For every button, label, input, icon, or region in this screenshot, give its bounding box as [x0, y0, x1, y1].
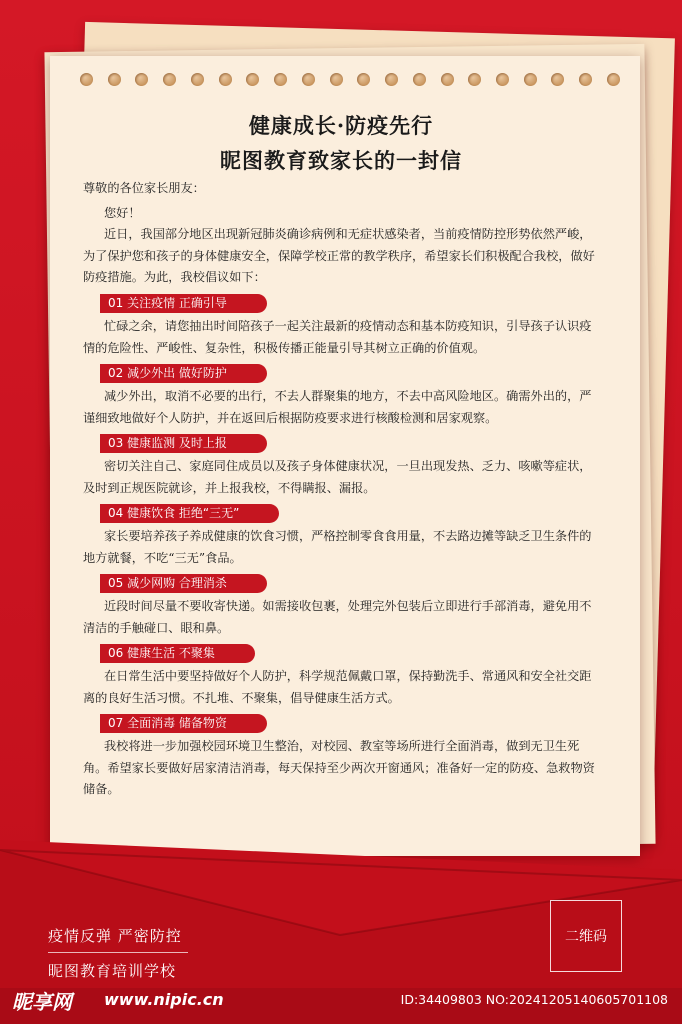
watermark-url[interactable]: www.nipic.cn: [104, 990, 224, 1009]
hole-icon: [246, 73, 259, 86]
hole-icon: [191, 73, 204, 86]
hole-icon: [441, 73, 454, 86]
hole-icon: [108, 73, 121, 86]
letter-subtitle: 昵图教育致家长的一封信: [220, 148, 462, 173]
section-heading: 02 减少外出 做好防护: [100, 364, 267, 383]
hole-icon: [607, 73, 620, 86]
hole-icon: [413, 73, 426, 86]
hole-icon: [468, 73, 481, 86]
section-body: 近段时间尽量不要收寄快递。如需接收包裹，处理完外包装后立即进行手部消毒，避免用不清洁的手触碰口、眼和鼻。: [83, 599, 592, 635]
hole-icon: [302, 73, 315, 86]
section-heading: 03 健康监测 及时上报: [100, 434, 267, 453]
section-heading: 07 全面消毒 储备物资: [100, 714, 267, 733]
school-name: 昵图教育培训学校: [48, 962, 177, 980]
section-heading: 01 关注疫情 正确引导: [100, 294, 267, 313]
hole-icon: [135, 73, 148, 86]
hole-icon: [219, 73, 232, 86]
hello: 您好！: [104, 206, 141, 220]
qr-label: 二维码: [565, 929, 607, 945]
watermark-id: ID:34409803 NO:20241205140605701108: [400, 992, 668, 1007]
intro-paragraph: 近日，我国部分地区出现新冠肺炎确诊病例和无症状感染者，当前疫情防控形势依然严峻，为了保护您和孩子的身体健康安全，保障学校正常的教学秩序，希望家长们积极配合我校，做好防疫措施。为此，我校倡议如下：: [83, 227, 595, 284]
section-body: 我校将进一步加强校园环境卫生整治，对校园、教室等场所进行全面消毒，做到无卫生死角。希望家长要做好居家清洁消毒，每天保持至少两次开窗通风；准备好一定的防疫、急救物资储备。: [83, 739, 595, 796]
footer-slogan: 疫情反弹 严密防控: [48, 925, 188, 953]
hole-icon: [524, 73, 537, 86]
watermark-logo: 昵享网: [12, 990, 72, 1014]
section-body: 密切关注自己、家庭同住成员以及孩子身体健康状况，一旦出现发热、乏力、咳嗽等症状，及时到正规医院就诊，并上报我校，不得瞒报、漏报。: [83, 459, 592, 495]
hole-icon: [551, 73, 564, 86]
section-heading: 04 健康饮食 拒绝“三无”: [100, 504, 279, 523]
hole-icon: [385, 73, 398, 86]
hole-icon: [163, 73, 176, 86]
hole-icon: [80, 73, 93, 86]
section-heading: 06 健康生活 不聚集: [100, 644, 255, 663]
section-body: 在日常生活中要坚持做好个人防护，科学规范佩戴口罩，保持勤洗手、常通风和安全社交距离的良好生活习惯。不扎堆、不聚集，倡导健康生活方式。: [83, 669, 592, 705]
section-heading: 05 减少网购 合理消杀: [100, 574, 267, 593]
section-body: 忙碌之余，请您抽出时间陪孩子一起关注最新的疫情动态和基本防疫知识，引导孩子认识疫情的危险性、严峻性、复杂性，积极传播正能量引导其树立正确的价值观。: [83, 319, 592, 355]
hole-icon: [579, 73, 592, 86]
hole-icon: [330, 73, 343, 86]
letter-title: 健康成长·防疫先行: [248, 113, 434, 138]
binder-holes: [80, 73, 620, 87]
section-body: 减少外出，取消不必要的出行，不去人群聚集的地方，不去中高风险地区。确需外出的，严谨细致地做好个人防护，并在返回后根据防疫要求进行核酸检测和居家观察。: [83, 389, 592, 425]
hole-icon: [274, 73, 287, 86]
hole-icon: [357, 73, 370, 86]
qr-code-placeholder: [550, 900, 622, 972]
greeting: 尊敬的各位家长朋友：: [83, 181, 205, 195]
section-body: 家长要培养孩子养成健康的饮食习惯，严格控制零食食用量，不去路边摊等缺乏卫生条件的地方就餐，不吃“三无”食品。: [83, 529, 592, 565]
hole-icon: [496, 73, 509, 86]
